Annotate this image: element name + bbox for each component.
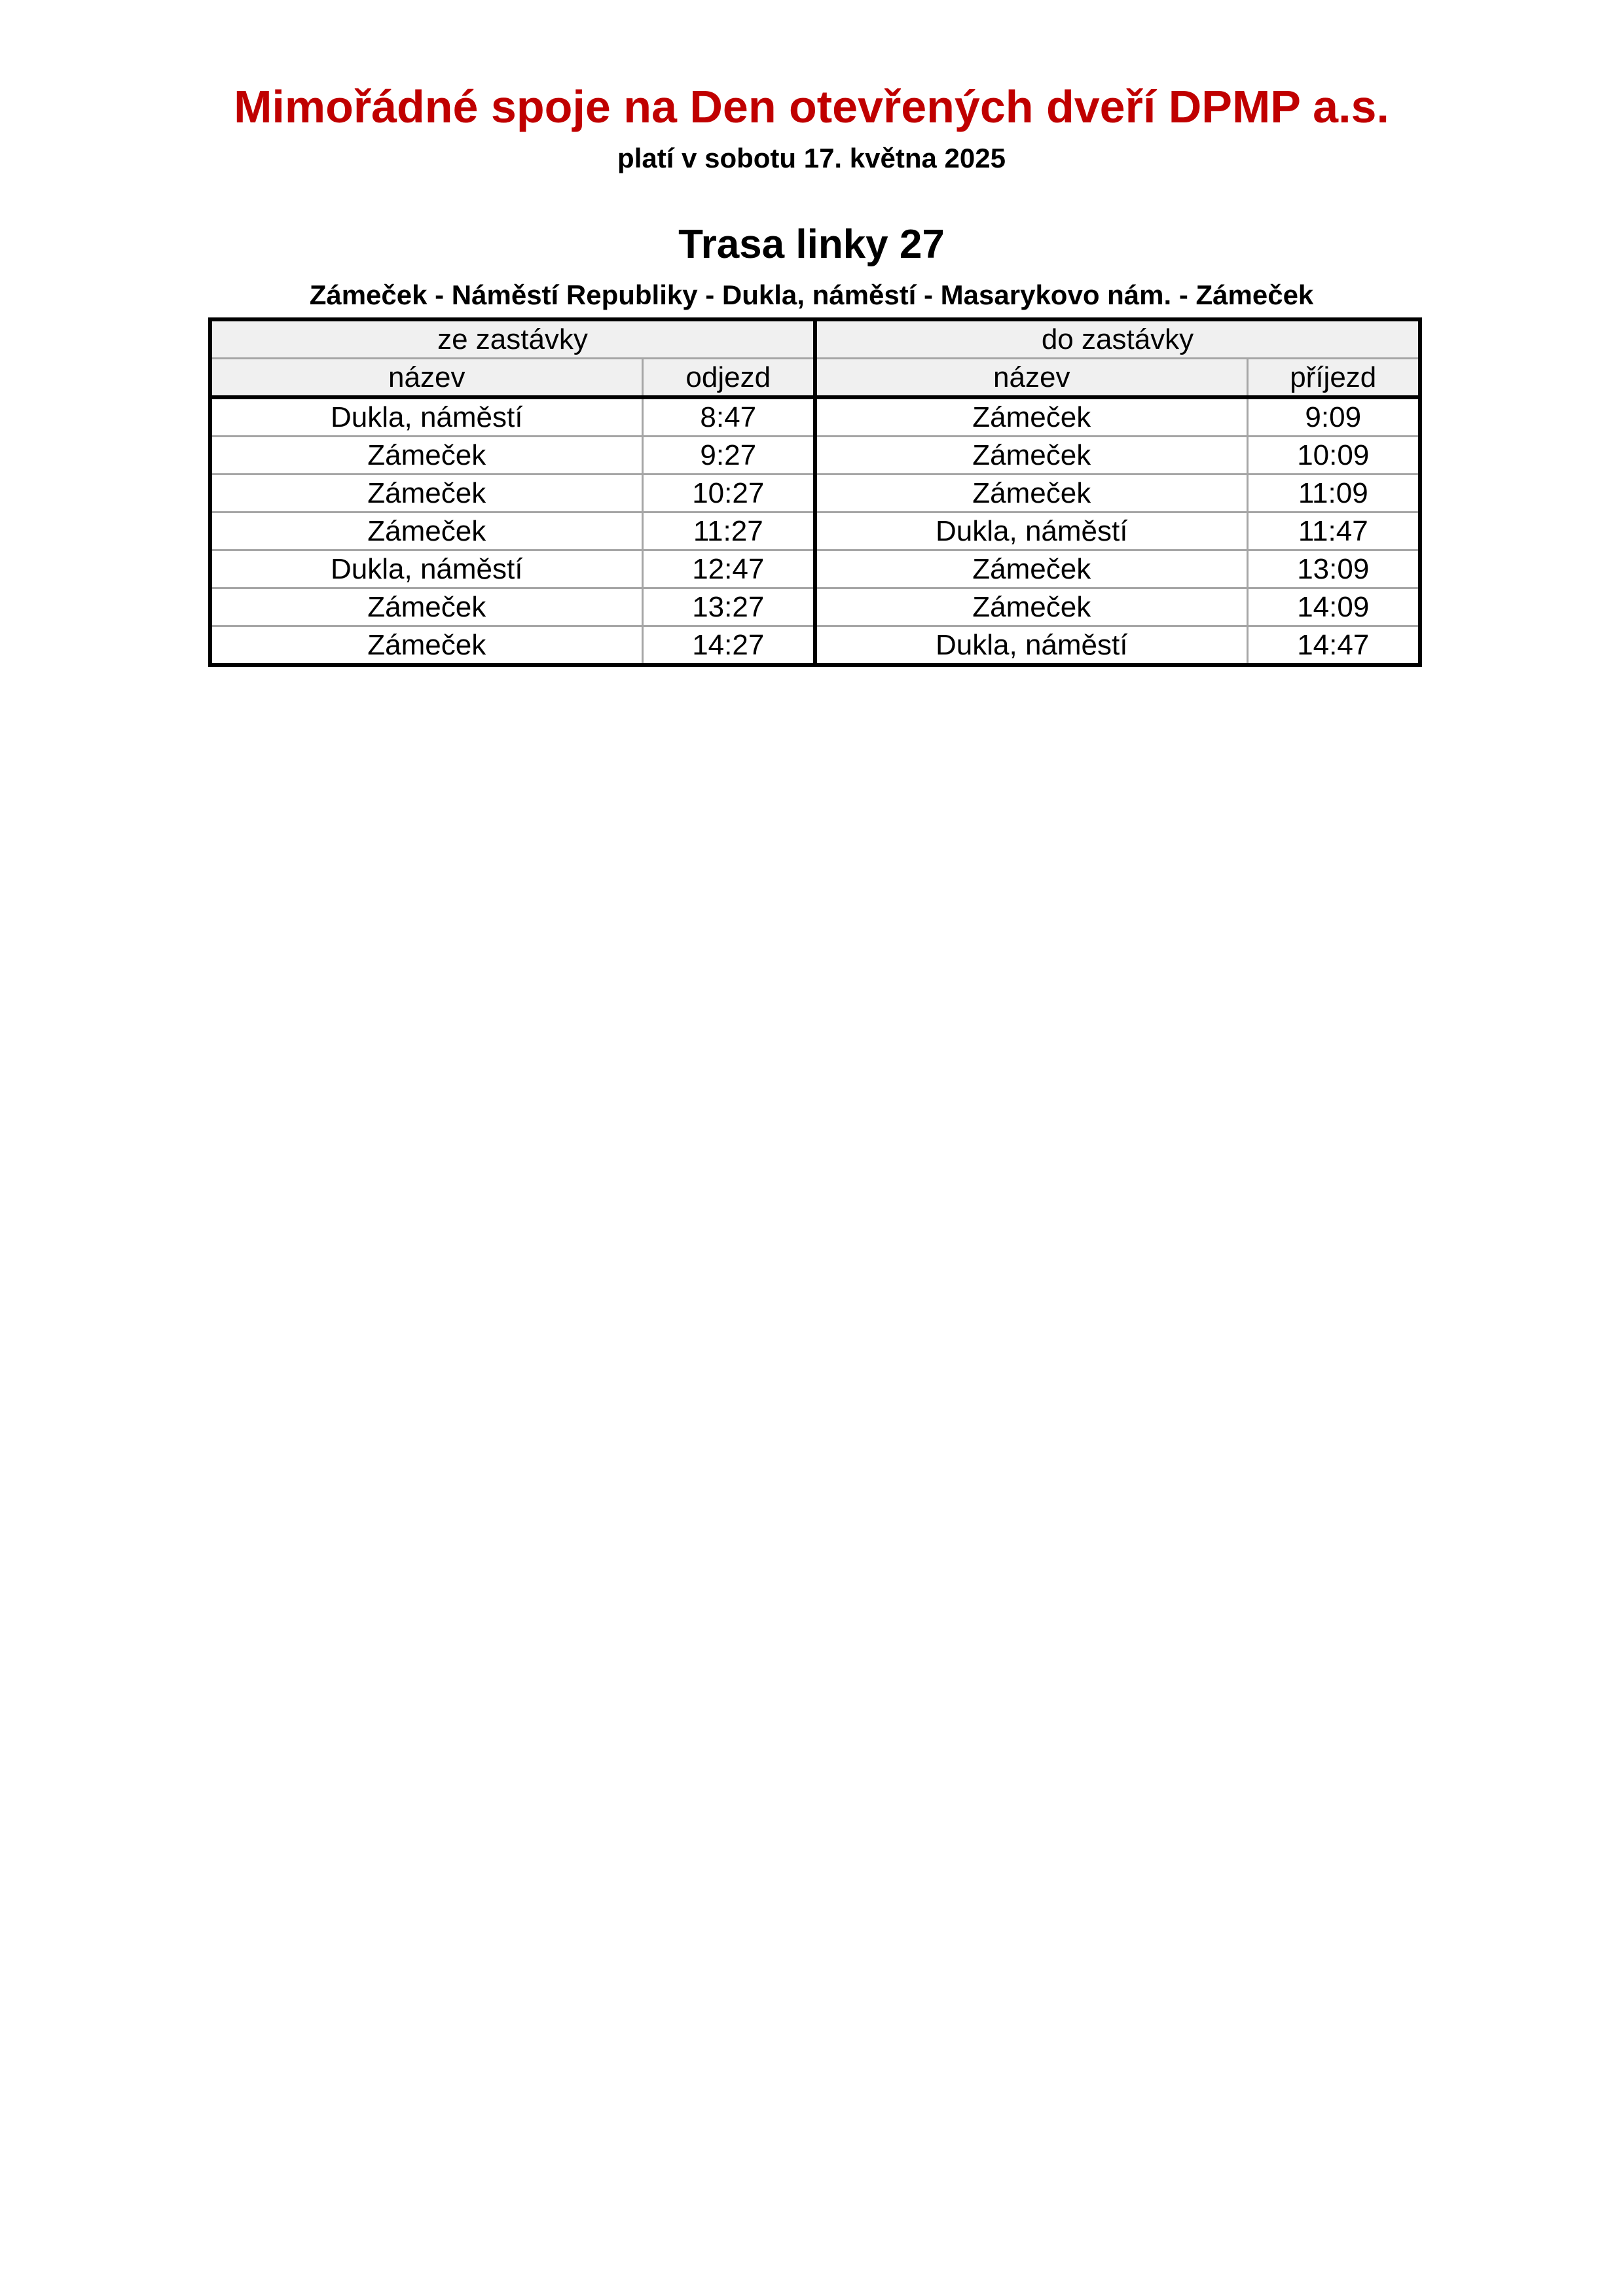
to-stop: Zámeček — [815, 588, 1247, 626]
from-stop: Zámeček — [210, 588, 642, 626]
arrival-time: 11:09 — [1247, 475, 1420, 512]
to-stop: Zámeček — [815, 397, 1247, 437]
from-stop: Zámeček — [210, 475, 642, 512]
page-title: Mimořádné spoje na Den otevřených dveří DPMP a.s. — [234, 81, 1389, 132]
to-stop: Dukla, náměstí — [815, 626, 1247, 666]
departure-time: 8:47 — [642, 397, 815, 437]
validity-date: platí v sobotu 17. května 2025 — [617, 143, 1006, 173]
table-row — [210, 550, 1420, 588]
arrival-time: 10:09 — [1247, 437, 1420, 475]
table-row — [210, 437, 1420, 475]
departure-time: 10:27 — [642, 475, 815, 512]
column-from-name: název — [210, 359, 642, 398]
group-to-header: do zastávky — [815, 319, 1420, 359]
arrival-time: 11:47 — [1247, 512, 1420, 550]
arrival-time: 13:09 — [1247, 550, 1420, 588]
group-from-header: ze zastávky — [210, 319, 815, 359]
arrival-time: 14:47 — [1247, 626, 1420, 666]
from-stop: Zámeček — [210, 437, 642, 475]
timetable — [208, 317, 1422, 667]
departure-time: 14:27 — [642, 626, 815, 666]
column-arrival: příjezd — [1247, 359, 1420, 398]
arrival-time: 14:09 — [1247, 588, 1420, 626]
departure-time: 9:27 — [642, 437, 815, 475]
departure-time: 13:27 — [642, 588, 815, 626]
to-stop: Zámeček — [815, 550, 1247, 588]
column-departure: odjezd — [642, 359, 815, 398]
header-group-row — [210, 319, 1420, 359]
to-stop: Zámeček — [815, 437, 1247, 475]
arrival-time: 9:09 — [1247, 397, 1420, 437]
table-row — [210, 475, 1420, 512]
route-title: Trasa linky 27 — [678, 222, 945, 267]
table-row — [210, 588, 1420, 626]
from-stop: Dukla, náměstí — [210, 550, 642, 588]
from-stop: Zámeček — [210, 626, 642, 666]
table-row — [210, 626, 1420, 666]
to-stop: Dukla, náměstí — [815, 512, 1247, 550]
route-description: Zámeček - Náměstí Republiky - Dukla, náměstí - Masarykovo nám. - Zámeček — [309, 279, 1314, 310]
from-stop: Dukla, náměstí — [210, 397, 642, 437]
to-stop: Zámeček — [815, 475, 1247, 512]
from-stop: Zámeček — [210, 512, 642, 550]
table-row — [210, 397, 1420, 437]
departure-time: 12:47 — [642, 550, 815, 588]
table-row — [210, 512, 1420, 550]
column-to-name: název — [815, 359, 1247, 398]
header-column-row — [210, 359, 1420, 398]
departure-time: 11:27 — [642, 512, 815, 550]
